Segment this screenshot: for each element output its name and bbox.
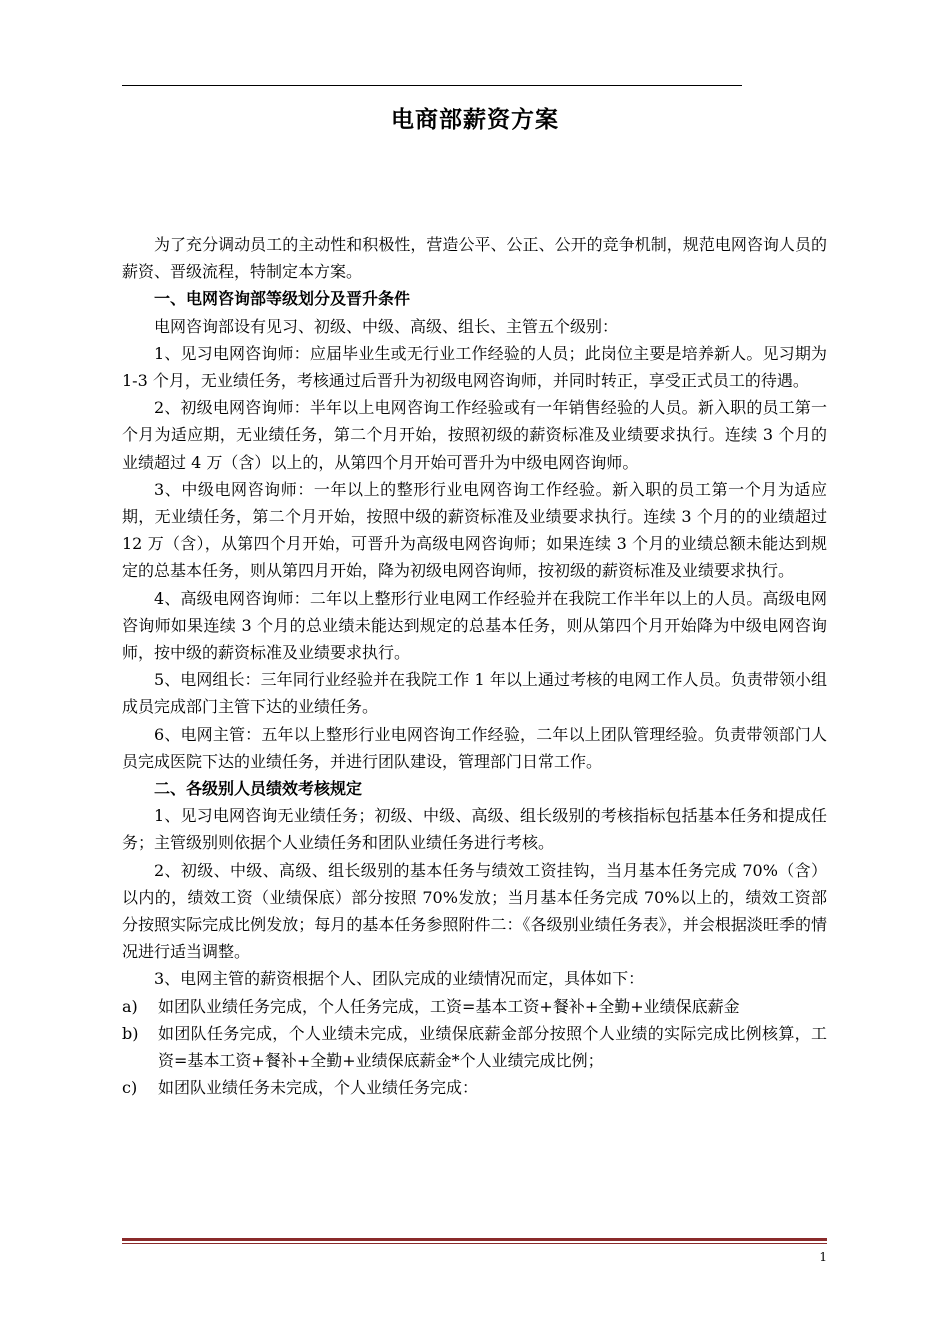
list-marker: c) bbox=[122, 1078, 138, 1098]
paragraph: 1、见习电网咨询无业绩任务；初级、中级、高级、组长级别的考核指标包括基本任务和提成任务；主管级别则依据个人业绩任务和团队业绩任务进行考核。 bbox=[122, 806, 827, 853]
document-body bbox=[122, 231, 827, 1102]
paragraph: 1、见习电网咨询师：应届毕业生或无行业工作经验的人员；此岗位主要是培养新人。见习期为 1-3 个月，无业绩任务，考核通过后晋升为初级电网咨询师，并同时转正，享受正式员工的待遇。 bbox=[122, 343, 827, 391]
list-text: 如团队任务完成，个人业绩未完成，业绩保底薪金部分按照个人业绩的实际完成比例核算，工资=基本工资+餐补+全勤+业绩保底薪金*个人业绩完成比例； bbox=[158, 1023, 827, 1071]
header-rule bbox=[122, 85, 742, 86]
section-heading-1: 一、电网咨询部等级划分及晋升条件 bbox=[154, 289, 411, 309]
page-number: 1 bbox=[819, 1250, 827, 1264]
list-marker: a) bbox=[122, 996, 138, 1016]
list-text: 如团队业绩任务完成，个人任务完成，工资=基本工资+餐补+全勤+业绩保底薪金 bbox=[158, 996, 740, 1016]
paragraph: 电网咨询部设有见习、初级、中级、高级、组长、主管五个级别： bbox=[154, 316, 619, 336]
paragraph: 2、初级电网咨询师：半年以上电网咨询工作经验或有一年销售经验的人员。新入职的员工第一个月为适应期，无业绩任务，第二个月开始，按照初级的薪资标准及业绩要求执行。连续 3 个月的业绩超过 4 万（含）以上的，从第四个月开始可晋升为中级电网咨询师。 bbox=[122, 398, 827, 472]
paragraph: 3、电网主管的薪资根据个人、团队完成的业绩情况而定，具体如下： bbox=[154, 969, 645, 989]
paragraph: 3、中级电网咨询师：一年以上的整形行业电网咨询工作经验。新入职的员工第一个月为适应期，无业绩任务，第二个月开始，按照中级的薪资标准及业绩要求执行。连续 3 个月的的业绩超过 12 万（含），从第四个月开始，可晋升为高级电网咨询师；如果连续 3 个月的业绩总额未能达到规定的总基本任务，则从第四月开始，降为初级电网咨询师，按初级的薪资标准及业绩要求执行。 bbox=[122, 479, 827, 581]
footer-rule bbox=[122, 1238, 827, 1244]
list-item bbox=[122, 1020, 827, 1074]
paragraph: 6、电网主管：五年以上整形行业电网咨询工作经验，二年以上团队管理经验。负责带领部门人员完成医院下达的业绩任务，并进行团队建设，管理部门日常工作。 bbox=[122, 724, 827, 771]
paragraph: 2、初级、中级、高级、组长级别的基本任务与绩效工资挂钩，当月基本任务完成 70%（含）以内的，绩效工资（业绩保底）部分按照 70%发放；当月基本任务完成 70%以上的，绩效工资部分按照实际完成比例发放；每月的基本任务参照附件二：《各级别业绩任务表》，并会根据淡旺季的情况进行适当调整。 bbox=[122, 860, 827, 962]
list-item bbox=[122, 1074, 827, 1101]
section-heading-2: 二、各级别人员绩效考核规定 bbox=[154, 779, 363, 799]
paragraph: 4、高级电网咨询师：二年以上整形行业电网工作经验并在我院工作半年以上的人员。高级电网咨询师如果连续 3 个月的总业绩未能达到规定的总基本任务，则从第四个月开始降为中级电网咨询师，按中级的薪资标准及业绩要求执行。 bbox=[122, 588, 827, 663]
paragraph: 5、电网组长：三年同行业经验并在我院工作 1 年以上通过考核的电网工作人员。负责带领小组成员完成部门主管下达的业绩任务。 bbox=[122, 670, 827, 717]
intro-paragraph: 为了充分调动员工的主动性和积极性，营造公平、公正、公开的竞争机制，规范电网咨询人员的薪资、晋级流程，特制定本方案。 bbox=[122, 235, 827, 282]
document-title: 电商部薪资方案 bbox=[391, 107, 559, 133]
list-text: 如团队业绩任务未完成，个人业绩任务完成： bbox=[158, 1078, 479, 1098]
list-marker: b) bbox=[122, 1023, 139, 1043]
list-item bbox=[122, 993, 827, 1020]
